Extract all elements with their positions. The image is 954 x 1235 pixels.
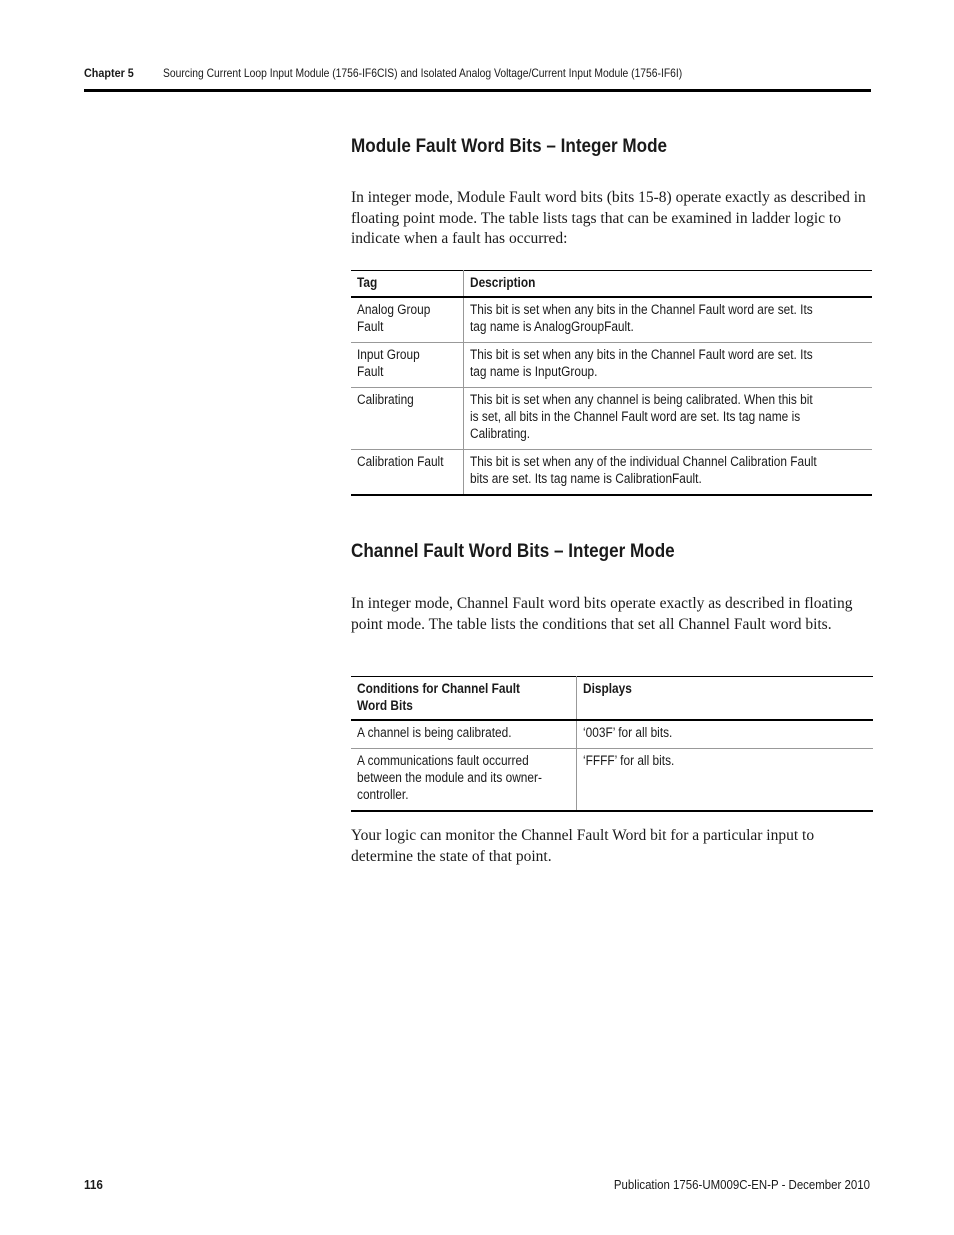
description-cell: This bit is set when any of the individual Channel Calibration Fault bits are set. Its tag name is CalibrationFault. <box>463 450 872 496</box>
section-paragraph-channel-fault: In integer mode, Channel Fault word bits operate exactly as described in floating point mode. The table lists the conditions that set all Channel Fault word bits. <box>351 595 853 633</box>
table-row <box>351 297 872 343</box>
condition-cell: A communications fault occurred between the module and its owner-controller. <box>351 749 576 812</box>
condition-cell: A channel is being calibrated. <box>351 720 576 749</box>
display-cell: ‘FFFF’ for all bits. <box>576 749 873 812</box>
module-fault-table <box>351 270 872 496</box>
table-row <box>351 343 872 388</box>
description-cell: This bit is set when any channel is being calibrated. When this bit is set, all bits in the Channel Fault word are set. Its tag name is Calibrating. <box>463 388 872 450</box>
display-cell: ‘003F’ for all bits. <box>576 720 873 749</box>
description-cell: This bit is set when any bits in the Channel Fault word are set. Its tag name is AnalogGroupFault. <box>463 297 872 343</box>
chapter-title: Sourcing Current Loop Input Module (1756-IF6CIS) and Isolated Analog Voltage/Current Input Module (1756-IF6I) <box>163 66 683 80</box>
table-row <box>351 450 872 496</box>
section-heading-module-fault: Module Fault Word Bits – Integer Mode <box>351 136 668 157</box>
closing-paragraph: Your logic can monitor the Channel Fault Word bit for a particular input to determine the state of that point. <box>351 827 815 865</box>
header-rule <box>84 89 871 92</box>
column-header-conditions: Conditions for Channel Fault Word Bits <box>351 677 576 721</box>
page-number: 116 <box>84 1177 103 1192</box>
section-heading-channel-fault: Channel Fault Word Bits – Integer Mode <box>351 541 675 562</box>
table-header-row <box>351 677 873 721</box>
column-header-tag: Tag <box>351 271 463 298</box>
description-cell: This bit is set when any bits in the Channel Fault word are set. Its tag name is InputGroup. <box>463 343 872 388</box>
table-header-row <box>351 271 872 298</box>
table-row <box>351 388 872 450</box>
channel-fault-table <box>351 676 873 812</box>
tag-cell: Analog Group Fault <box>351 297 463 343</box>
table-row <box>351 749 873 812</box>
chapter-label: Chapter 5 <box>84 66 134 80</box>
table-row <box>351 720 873 749</box>
tag-cell: Calibrating <box>351 388 463 450</box>
tag-cell: Input Group Fault <box>351 343 463 388</box>
section-paragraph-module-fault: In integer mode, Module Fault word bits (bits 15-8) operate exactly as described in floating point mode. The table lists tags that can be examined in ladder logic to indicate when a fault has occurred: <box>351 189 866 247</box>
column-header-description: Description <box>463 271 872 298</box>
column-header-displays: Displays <box>576 677 873 721</box>
publication-info: Publication 1756-UM009C-EN-P - December 2010 <box>613 1177 870 1192</box>
tag-cell: Calibration Fault <box>351 450 463 496</box>
